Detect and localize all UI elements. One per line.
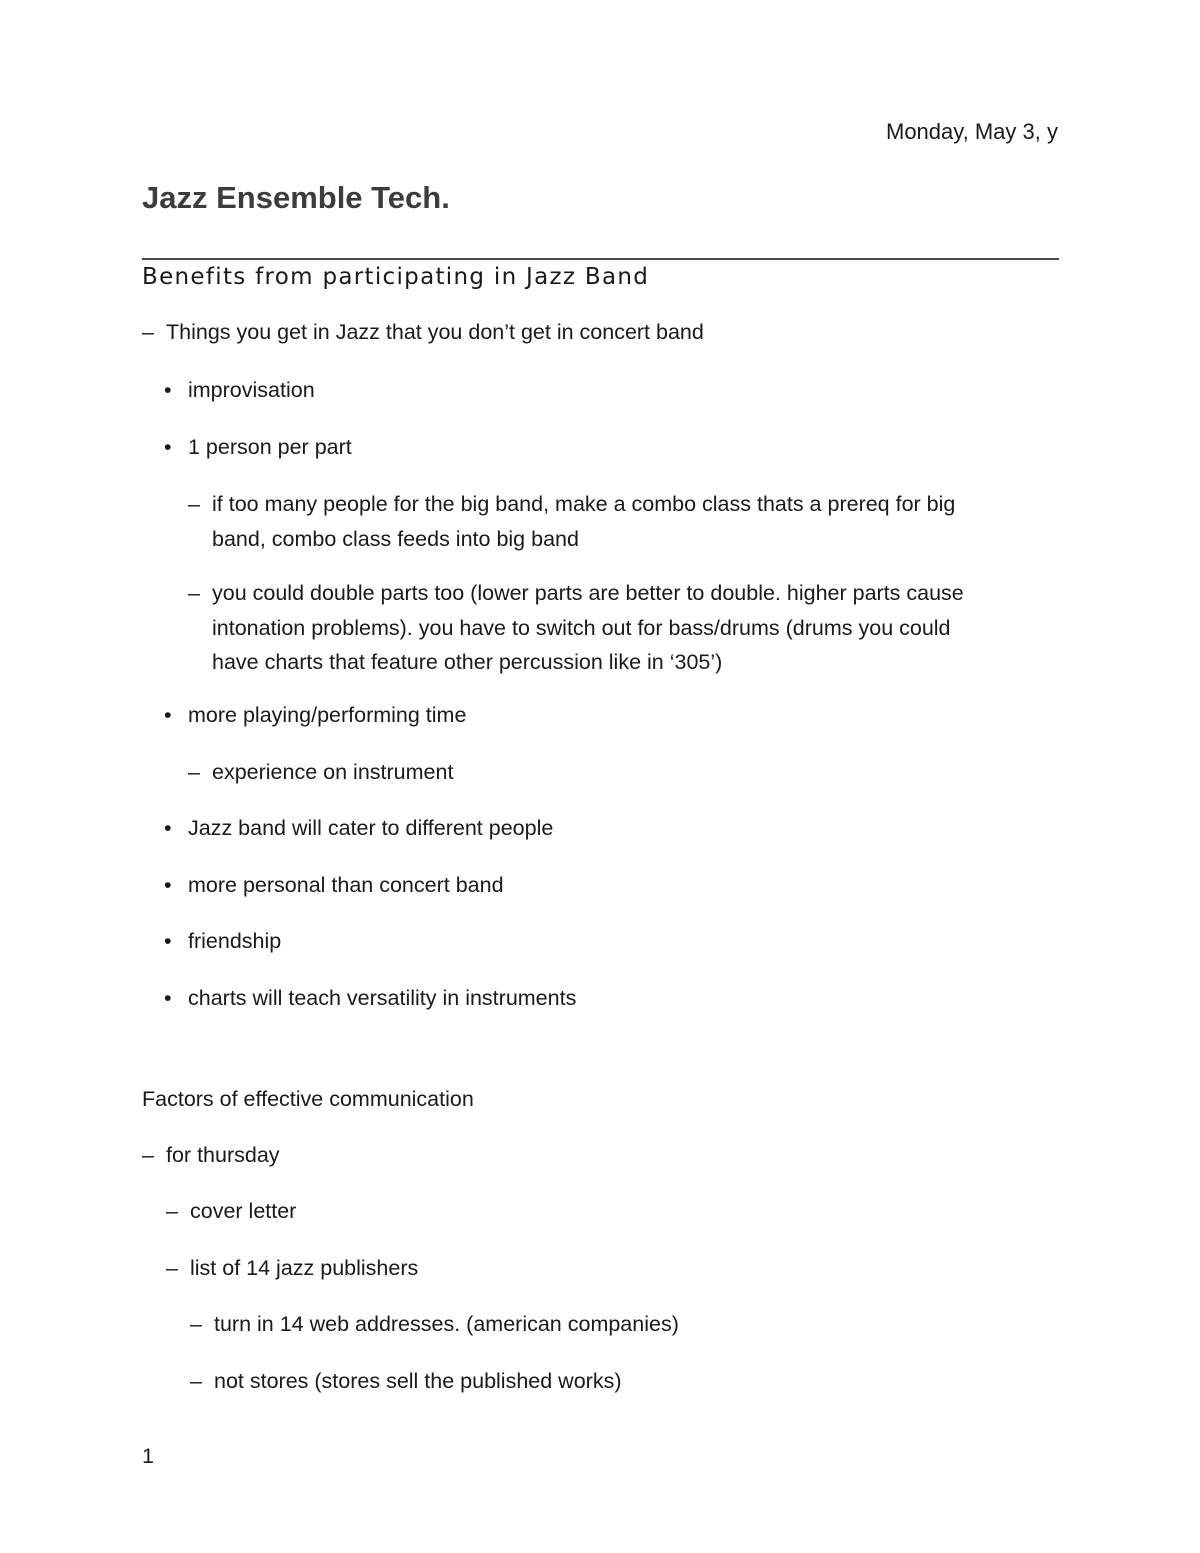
- bullet-marker: •: [164, 703, 172, 727]
- bullet-marker: •: [164, 986, 172, 1010]
- list-item-text: turn in 14 web addresses. (american companies): [214, 1312, 679, 1336]
- list-item-text: Jazz band will cater to different people: [188, 816, 554, 840]
- dash-marker: –: [142, 1143, 154, 1167]
- section-heading-benefits: Benefits from participating in Jazz Band: [142, 264, 650, 290]
- dash-marker: –: [142, 320, 154, 344]
- list-item-continuation: intonation problems). you have to switch out for bass/drums (drums you could: [212, 616, 951, 640]
- bullet-marker: •: [164, 378, 172, 402]
- bullet-marker: •: [164, 929, 172, 953]
- dash-marker: –: [166, 1199, 178, 1223]
- header-date: Monday, May 3, y: [886, 119, 1058, 144]
- list-item-text: for thursday: [166, 1143, 280, 1167]
- list-item-text: charts will teach versatility in instruments: [188, 986, 577, 1010]
- list-item-text: friendship: [188, 929, 282, 953]
- list-item-continuation: band, combo class feeds into big band: [212, 527, 579, 551]
- dash-marker: –: [166, 1256, 178, 1280]
- bullet-marker: •: [164, 873, 172, 897]
- bullet-marker: •: [164, 816, 172, 840]
- dash-marker: –: [188, 492, 200, 516]
- list-item-text: experience on instrument: [212, 760, 454, 784]
- list-item-text: Things you get in Jazz that you don’t get in concert band: [166, 320, 704, 344]
- list-item-continuation: have charts that feature other percussion like in ‘305’): [212, 650, 723, 674]
- document-title: Jazz Ensemble Tech.: [142, 180, 450, 215]
- list-item-text: more personal than concert band: [188, 873, 504, 897]
- dash-marker: –: [190, 1312, 202, 1336]
- list-item-text: cover letter: [190, 1199, 297, 1223]
- list-item-text: you could double parts too (lower parts are better to double. higher parts cause: [212, 581, 964, 605]
- list-item-text: more playing/performing time: [188, 703, 467, 727]
- list-item-text: list of 14 jazz publishers: [190, 1256, 419, 1280]
- dash-marker: –: [188, 760, 200, 784]
- dash-marker: –: [190, 1369, 202, 1393]
- list-item-text: if too many people for the big band, make a combo class thats a prereq for big: [212, 492, 956, 516]
- list-item-text: improvisation: [188, 378, 315, 402]
- section-heading-communication: Factors of effective communication: [142, 1087, 474, 1111]
- bullet-marker: •: [164, 435, 172, 459]
- list-item-text: not stores (stores sell the published works): [214, 1369, 622, 1393]
- page-number: 1: [142, 1444, 154, 1468]
- list-item-text: 1 person per part: [188, 435, 352, 459]
- dash-marker: –: [188, 581, 200, 605]
